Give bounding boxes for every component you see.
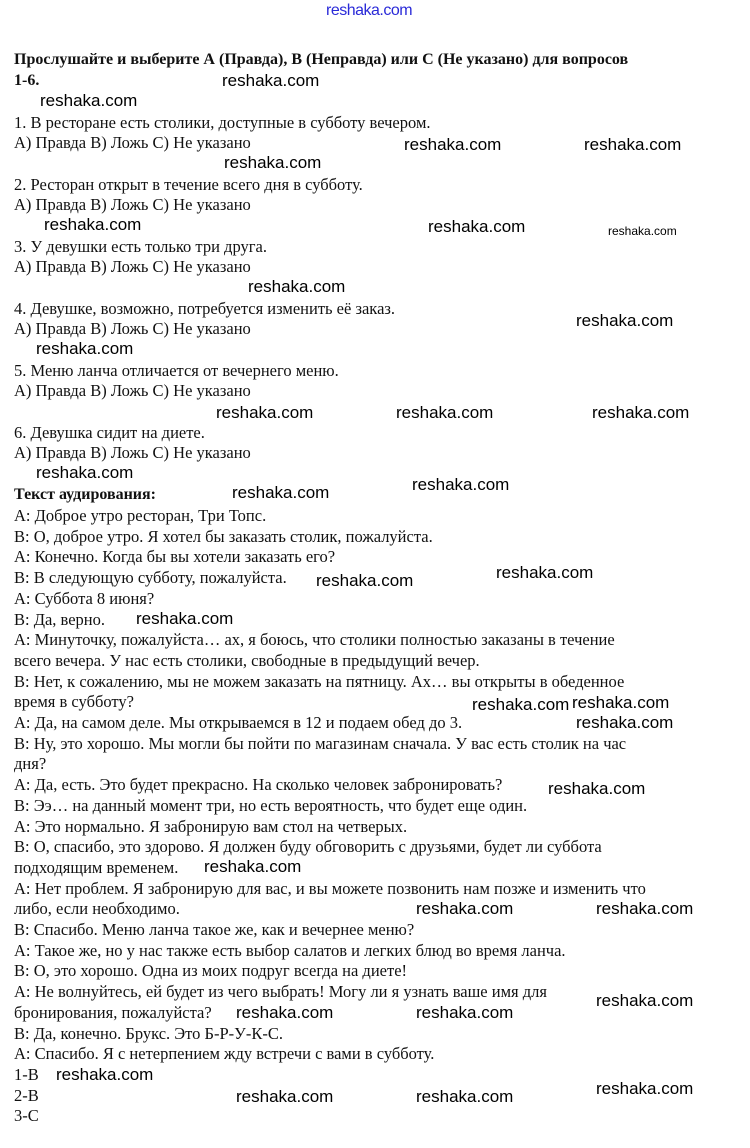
watermark: reshaka.com bbox=[36, 463, 134, 482]
watermark: reshaka.com bbox=[428, 217, 526, 236]
watermark: reshaka.com bbox=[584, 135, 682, 154]
transcript-line: В: Ну, это хорошо. Мы могли бы пойти по магазинам сначала. У вас есть столик на час bbox=[14, 734, 627, 753]
watermark: reshaka.com bbox=[236, 1087, 334, 1106]
watermark: reshaka.com bbox=[596, 991, 694, 1010]
transcript-line: А: Это нормально. Я забронирую вам стол на четверых. bbox=[14, 817, 408, 836]
watermark: reshaka.com bbox=[232, 483, 330, 502]
transcript-line: А: Да, на самом деле. Мы открываемся в 12 и подаем обед до 3. bbox=[14, 713, 463, 732]
transcript-line: А: Да, есть. Это будет прекрасно. На сколько человек забронировать? bbox=[14, 775, 503, 794]
transcript-line: дня? bbox=[14, 754, 47, 773]
transcript-line: В: В следующую субботу, пожалуйста. bbox=[14, 568, 287, 587]
question-text: 2. Ресторан открыт в течение всего дня в субботу. bbox=[14, 175, 363, 194]
watermark: reshaka.com bbox=[416, 899, 514, 918]
instruction-heading-cont: 1-6. bbox=[14, 72, 40, 89]
transcript-line: В: Да, верно. bbox=[14, 610, 106, 629]
watermark: reshaka.com bbox=[248, 277, 346, 296]
watermark: reshaka.com bbox=[592, 403, 690, 422]
watermark: reshaka.com bbox=[224, 153, 322, 172]
question-text: 6. Девушка сидит на диете. bbox=[14, 423, 205, 442]
watermark: reshaka.com bbox=[222, 71, 320, 90]
watermark: reshaka.com bbox=[216, 403, 314, 422]
watermark: reshaka.com bbox=[576, 713, 674, 732]
question-text: 3. У девушки есть только три друга. bbox=[14, 237, 267, 256]
watermark: reshaka.com bbox=[44, 215, 142, 234]
transcript-line: бронирования, пожалуйста? bbox=[14, 1003, 212, 1022]
question-options: А) Правда В) Ложь С) Не указано bbox=[14, 319, 251, 338]
transcript-line: А: Суббота 8 июня? bbox=[14, 589, 155, 608]
transcript-line: В: О, доброе утро. Я хотел бы заказать столик, пожалуйста. bbox=[14, 527, 433, 546]
watermark: reshaka.com bbox=[326, 2, 413, 19]
question-options: А) Правда В) Ложь С) Не указано bbox=[14, 443, 251, 462]
transcript-line: А: Конечно. Когда бы вы хотели заказать его? bbox=[14, 547, 336, 566]
watermark: reshaka.com bbox=[596, 899, 694, 918]
watermark: reshaka.com bbox=[416, 1003, 514, 1022]
question-text: 5. Меню ланча отличается от вечернего меню. bbox=[14, 361, 339, 380]
watermark: reshaka.com bbox=[496, 563, 594, 582]
watermark: reshaka.com bbox=[36, 339, 134, 358]
watermark: reshaka.com bbox=[316, 571, 414, 590]
answer-line: 1-B bbox=[14, 1065, 39, 1084]
transcript-line: либо, если необходимо. bbox=[14, 899, 180, 918]
question-options: А) Правда В) Ложь С) Не указано bbox=[14, 381, 251, 400]
transcript-line: А: Доброе утро ресторан, Три Топс. bbox=[14, 506, 267, 525]
watermark: reshaka.com bbox=[396, 403, 494, 422]
question-options: А) Правда В) Ложь С) Не указано bbox=[14, 133, 251, 152]
transcript-heading: Текст аудирования: bbox=[14, 486, 156, 503]
watermark: reshaka.com bbox=[608, 224, 677, 238]
question-options: А) Правда В) Ложь С) Не указано bbox=[14, 195, 251, 214]
watermark: reshaka.com bbox=[40, 91, 138, 110]
transcript-line: А: Нет проблем. Я забронирую для вас, и вы можете позвонить нам позже и изменить что bbox=[14, 879, 646, 898]
watermark: reshaka.com bbox=[572, 693, 670, 712]
answer-line: 2-B bbox=[14, 1086, 39, 1105]
transcript-line: В: О, это хорошо. Одна из моих подруг всегда на диете! bbox=[14, 961, 408, 980]
answer-line: 3-C bbox=[14, 1106, 39, 1125]
transcript-line: подходящим временем. bbox=[14, 858, 179, 877]
watermark: reshaka.com bbox=[136, 609, 234, 628]
watermark: reshaka.com bbox=[472, 695, 570, 714]
watermark: reshaka.com bbox=[404, 135, 502, 154]
question-text: 4. Девушке, возможно, потребуется изменить её заказ. bbox=[14, 299, 396, 318]
watermark: reshaka.com bbox=[596, 1079, 694, 1098]
transcript-line: В: Да, конечно. Брукс. Это Б-Р-У-К-С. bbox=[14, 1024, 283, 1043]
transcript-line: А: Минуточку, пожалуйста… ах, я боюсь, что столики полностью заказаны в течение bbox=[14, 630, 615, 649]
transcript-line: В: О, спасибо, это здорово. Я должен буду обговорить с друзьями, будет ли суббота bbox=[14, 837, 602, 856]
transcript-line: В: Ээ… на данный момент три, но есть вероятность, что будет еще один. bbox=[14, 796, 528, 815]
transcript-line: В: Нет, к сожалению, мы не можем заказать на пятницу. Ах… вы открыты в обеденное bbox=[14, 672, 625, 691]
transcript-line: А: Спасибо. Я с нетерпением жду встречи с вами в субботу. bbox=[14, 1044, 435, 1063]
transcript-line: А: Такое же, но у нас также есть выбор салатов и легких блюд во время ланча. bbox=[14, 941, 566, 960]
watermark: reshaka.com bbox=[548, 779, 646, 798]
watermark: reshaka.com bbox=[56, 1065, 154, 1084]
transcript-line: всего вечера. У нас есть столики, свободные в предыдущий вечер. bbox=[14, 651, 480, 670]
watermark: reshaka.com bbox=[204, 857, 302, 876]
watermark: reshaka.com bbox=[576, 311, 674, 330]
question-text: 1. В ресторане есть столики, доступные в субботу вечером. bbox=[14, 113, 431, 132]
watermark: reshaka.com bbox=[412, 475, 510, 494]
watermark: reshaka.com bbox=[416, 1087, 514, 1106]
watermark: reshaka.com bbox=[236, 1003, 334, 1022]
transcript-line: В: Спасибо. Меню ланча такое же, как и вечернее меню? bbox=[14, 920, 415, 939]
instruction-heading: Прослушайте и выберите А (Правда), В (Неправда) или С (Не указано) для вопросов bbox=[14, 51, 629, 68]
transcript-line: время в субботу? bbox=[14, 692, 134, 711]
question-options: А) Правда В) Ложь С) Не указано bbox=[14, 257, 251, 276]
transcript-line: А: Не волнуйтесь, ей будет из чего выбрать! Могу ли я узнать ваше имя для bbox=[14, 982, 547, 1001]
